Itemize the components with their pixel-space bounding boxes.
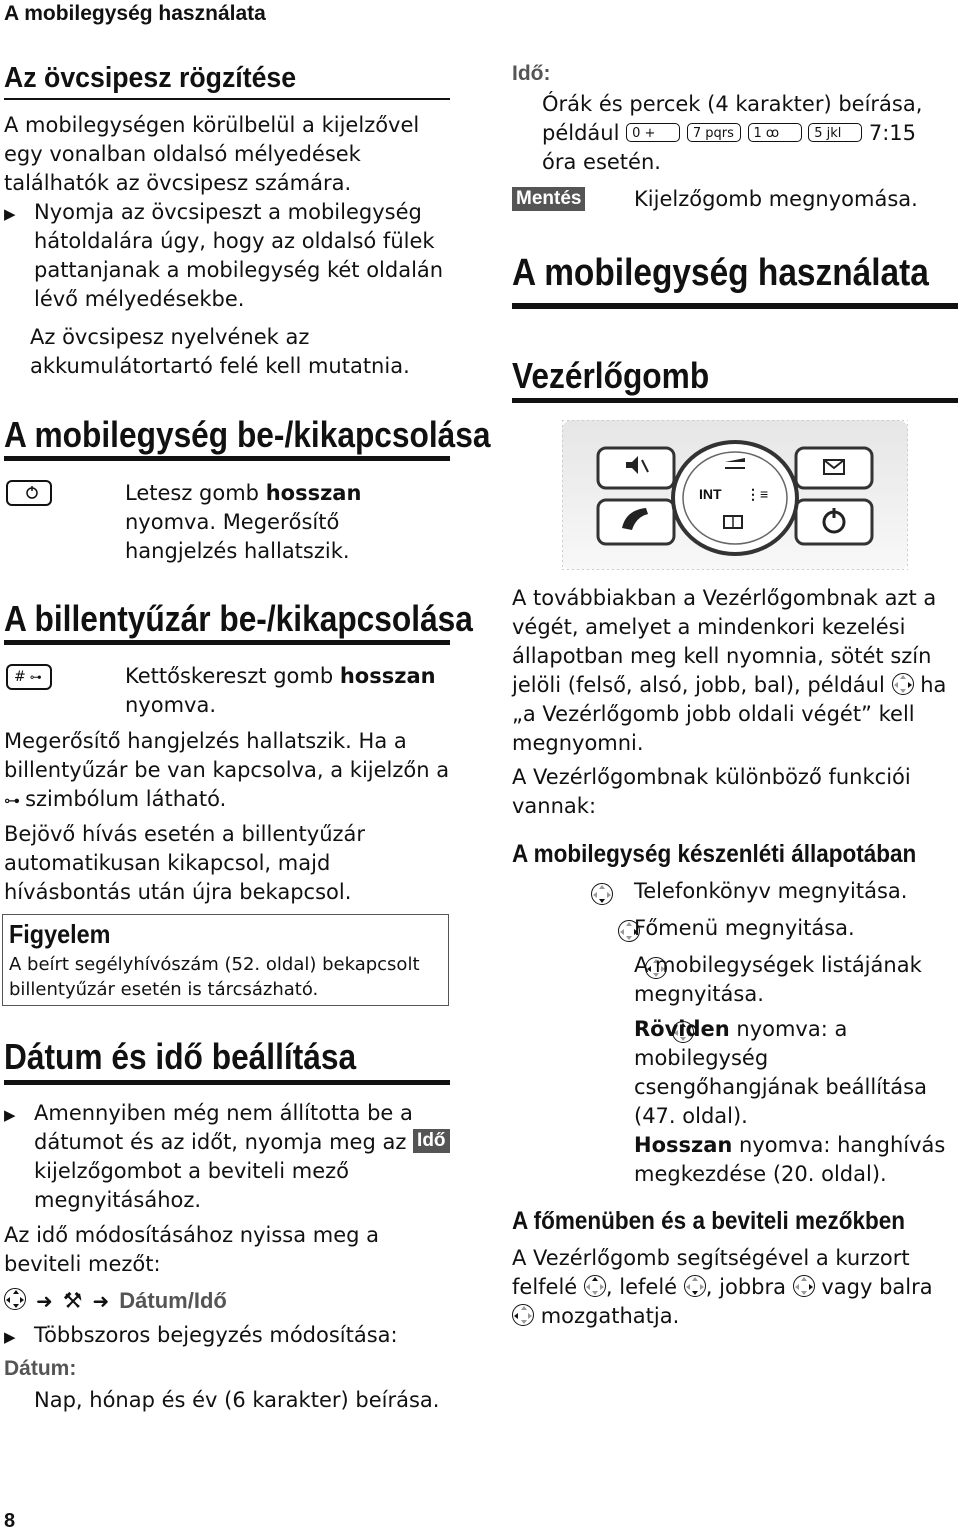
power-heading: A mobilegység be-/kikapcsolása xyxy=(4,414,491,455)
belt-clip-note: Az övcsipesz nyelvének az akkumulátortartó felé kell mutatnia. xyxy=(30,325,410,378)
note-title: Figyelem xyxy=(9,919,111,949)
heading-rule xyxy=(4,456,450,461)
idle-heading: A mobilegység készenléti állapotában xyxy=(512,840,917,868)
arrow-right-icon: ➜ xyxy=(36,1289,53,1313)
save-display-key: Mentés xyxy=(512,187,585,211)
belt-clip-step: ▶ Nyomja az övcsipeszt a mobilegység hátoldalára úgy, hogy az oldalsó fülek pattanjanak a mobilegység két oldalán lévő mélyedésekbe. xyxy=(4,200,444,311)
hash-key-icon: # ⊶ xyxy=(6,664,52,690)
time-display-key: Idő xyxy=(413,1129,450,1153)
end-key-icon xyxy=(6,480,52,506)
key-7: 7 pqrs xyxy=(687,123,741,142)
field-time-text: Órák és percek (4 karakter) beírása, például 0 + 7 pqrs 1 ꝏ 5 jkl 7:15 óra esetén. xyxy=(542,92,923,174)
key-lock-icon: ⊶ xyxy=(4,791,26,810)
arrow-right-icon: ➜ xyxy=(92,1289,110,1313)
usage-subheading: Vezérlőgomb xyxy=(512,355,710,396)
datetime-text: Az idő módosításához nyissa meg a beviteli mezőt: xyxy=(4,1223,380,1276)
note-text: A beírt segélyhívószám (52. oldal) bekapcsolt billentyűzár esetén is tárcsázható. xyxy=(9,954,420,1000)
menu-text: A Vezérlőgomb segítségével a kurzort felfelé , lefelé , jobbra vagy balra mozgathatja. xyxy=(512,1246,933,1328)
power-text: Letesz gomb hosszan nyomva. Megerősítő hangjelzés hallatszik. xyxy=(125,481,362,563)
datetime-step1: ▶ Amennyiben még nem állította be a dátumot és az időt, nyomja meg az Idő kijelzőgombot a beviteli mező megnyitásához. xyxy=(4,1099,454,1215)
usage-para2: A Vezérlőgombnak különböző funkciói vannak: xyxy=(512,765,911,818)
field-time-label: Idő: xyxy=(512,62,551,85)
save-text: Kijelzőgomb megnyomása. xyxy=(634,187,918,211)
usage-para1: A továbbiakban a Vezérlőgombnak azt a végét, amelyet a mindenkori kezelési állapotban meg kell nyomnia, sötét szín jelöli (felső, alsó, jobb, bal), például ha „a Vezérlőgomb jobb oldali végét” kell megnyomni. xyxy=(512,586,947,755)
belt-clip-heading: Az övcsipesz rögzítése xyxy=(4,62,297,94)
key-1: 1 ꝏ xyxy=(748,123,802,142)
note-box xyxy=(2,914,449,1006)
idle-item-up: Röviden nyomva: a mobilegység csengőhangjának beállítása (47. oldal). Hosszan nyomva: hanghívás megkezdése (20. oldal). xyxy=(634,1017,946,1186)
heading-rule xyxy=(512,398,958,403)
control-key-up-icon xyxy=(584,1275,606,1297)
menu-label: ⋮≡ xyxy=(746,486,769,502)
control-key-down-icon xyxy=(591,883,613,905)
idle-item-mainmenu: Főmenü megnyitása. xyxy=(634,916,855,940)
bullet-arrow-icon: ▶ xyxy=(4,1328,16,1346)
key-5: 5 jkl xyxy=(808,123,862,142)
idle-item-handsets: A mobilegységek listájának megnyitása. xyxy=(634,953,922,1006)
field-date-text: Nap, hónap és év (6 karakter) beírása. xyxy=(34,1388,440,1412)
field-date-label: Dátum: xyxy=(4,1357,77,1380)
bullet-arrow-icon: ▶ xyxy=(4,1106,16,1124)
running-head: A mobilegység használata xyxy=(4,2,266,25)
heading-rule xyxy=(4,1080,450,1085)
menu-item-date-time: Dátum/Idő xyxy=(119,1288,227,1313)
wrench-icon: ⚒ xyxy=(62,1288,83,1314)
keylock-text1: Megerősítő hangjelzés hallatszik. Ha a billentyűzár be van kapcsolva, a kijelzőn a ⊶ szimbólum látható. xyxy=(4,729,450,811)
control-key-icon xyxy=(4,1288,26,1310)
usage-heading: A mobilegység használata xyxy=(512,252,929,294)
bullet-arrow-icon: ▶ xyxy=(4,205,16,223)
control-key-right-icon xyxy=(892,673,914,695)
menu-heading: A főmenüben és a beviteli mezőkben xyxy=(512,1207,906,1235)
keylock-text2: Bejövő hívás esetén a billentyűzár automatikusan kikapcsol, majd hívásbontás után újra bekapcsol. xyxy=(4,822,366,904)
control-key-left-icon xyxy=(512,1304,534,1326)
heading-rule xyxy=(4,98,450,100)
key-0: 0 + xyxy=(626,123,680,142)
control-key-illustration xyxy=(562,420,908,570)
int-label: INT xyxy=(699,486,722,502)
control-key-right-icon xyxy=(793,1275,815,1297)
idle-item-phonebook: Telefonkönyv megnyitása. xyxy=(634,879,908,903)
heading-rule xyxy=(4,640,450,645)
datetime-heading: Dátum és idő beállítása xyxy=(4,1036,357,1077)
page-number: 8 xyxy=(4,1510,16,1532)
control-key-down-icon xyxy=(684,1275,706,1297)
belt-clip-intro: A mobilegységen körülbelül a kijelzővel egy vonalban oldalsó mélyedések találhatók az övcsipesz számára. xyxy=(4,113,420,195)
menu-path xyxy=(4,1287,227,1315)
datetime-step2: ▶ Többszoros bejegyzés módosítása: xyxy=(4,1321,398,1350)
keylock-key-text: Kettőskereszt gomb hosszan nyomva. xyxy=(125,664,436,717)
heading-rule xyxy=(512,303,958,309)
keylock-heading: A billentyűzár be-/kikapcsolása xyxy=(4,598,473,639)
